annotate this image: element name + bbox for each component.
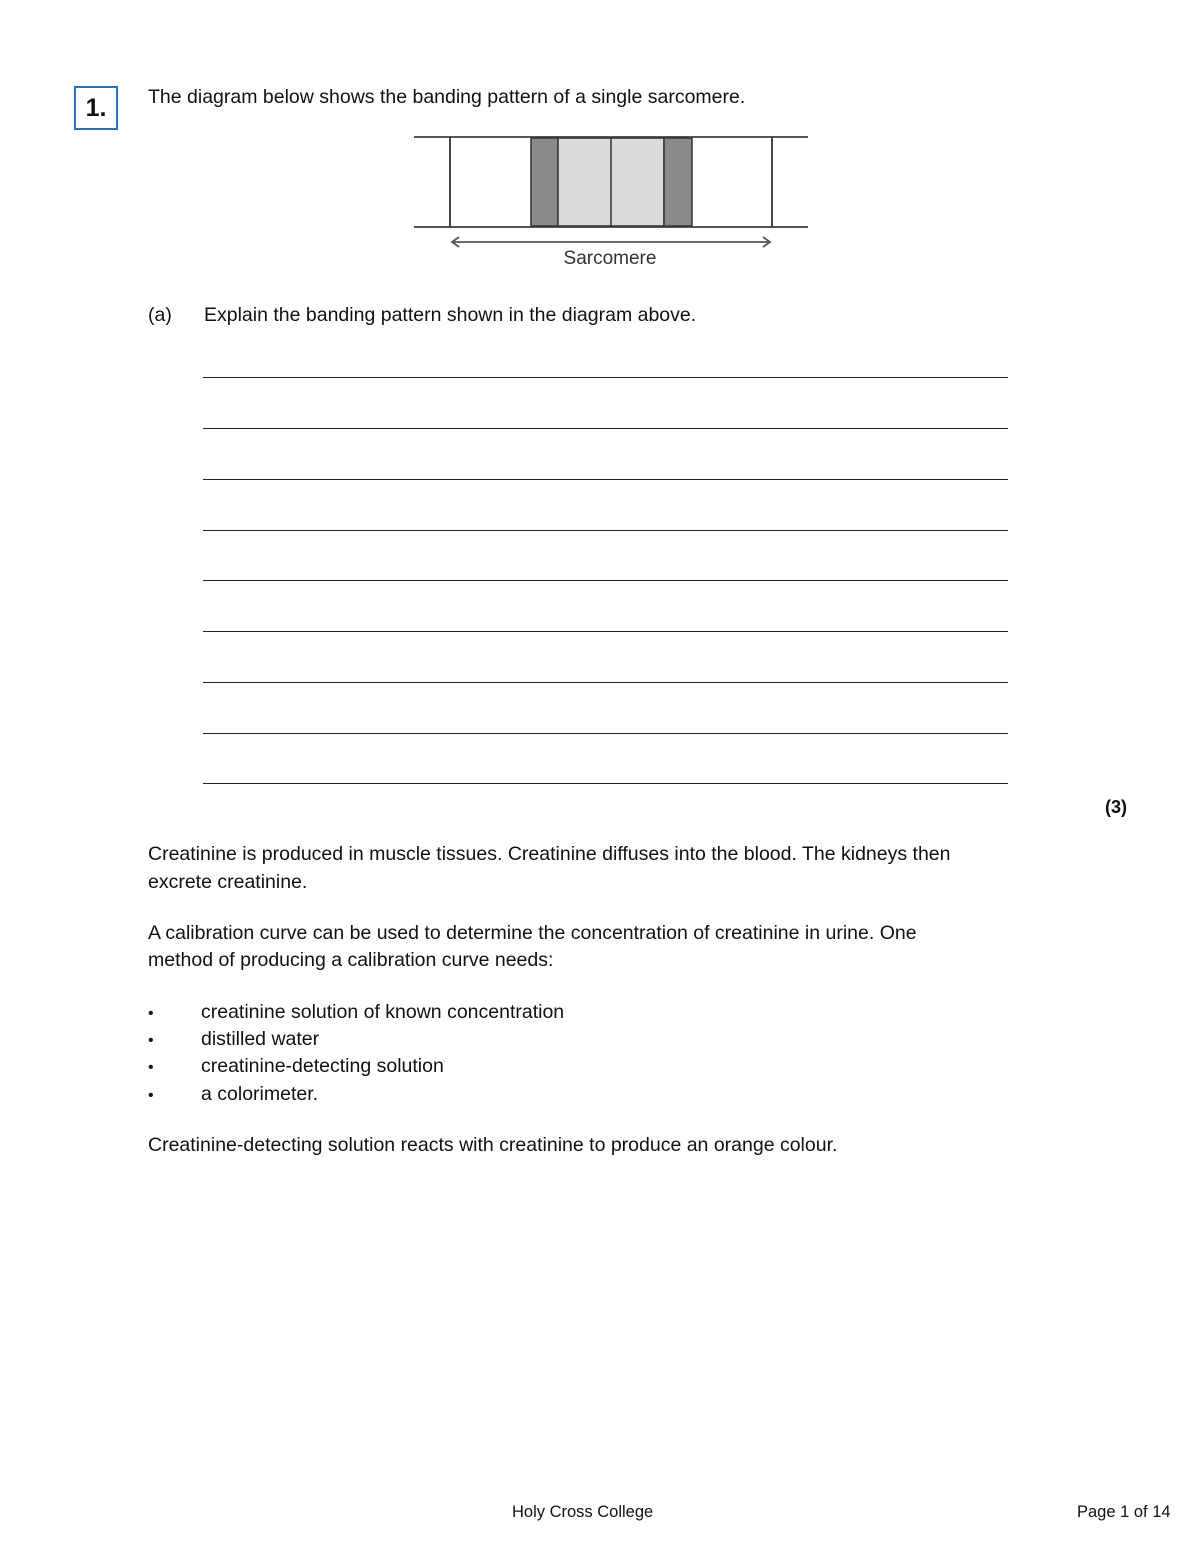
passage-paragraph-3: Creatinine-detecting solution reacts with creatinine to produce an orange colour. [148, 1134, 838, 1156]
answer-line[interactable] [203, 530, 1008, 531]
question-intro: The diagram below shows the banding pattern of a single sarcomere. [148, 86, 746, 108]
list-item: a colorimeter. [201, 1083, 319, 1105]
answer-line[interactable] [203, 580, 1008, 581]
list-item: distilled water [201, 1028, 320, 1050]
bullet-icon: • [148, 1059, 154, 1076]
answer-line[interactable] [203, 682, 1008, 683]
answer-line[interactable] [203, 783, 1008, 784]
page-number: Page 1 of 14 [1077, 1503, 1171, 1521]
bullet-icon: • [148, 1005, 154, 1022]
list-item: creatinine solution of known concentration [201, 1001, 565, 1023]
sarcomere-label: Sarcomere [563, 248, 657, 269]
sarcomere-diagram [410, 128, 812, 273]
marks-indicator: (3) [1105, 797, 1127, 817]
passage-paragraph-2-line-1: A calibration curve can be used to determine the concentration of creatinine in urine. One [148, 922, 917, 944]
answer-line[interactable] [203, 377, 1008, 378]
part-a-label: (a) [148, 304, 172, 326]
question-number-box [74, 86, 118, 130]
a-band-right-dark [664, 138, 692, 226]
footer-college-name: Holy Cross College [512, 1503, 654, 1521]
bullet-icon: • [148, 1087, 154, 1104]
list-item: creatinine-detecting solution [201, 1055, 444, 1077]
passage-paragraph-1-line-2: excrete creatinine. [148, 871, 308, 893]
answer-line[interactable] [203, 631, 1008, 632]
passage-paragraph-1-line-1: Creatinine is produced in muscle tissues. Creatinine diffuses into the blood. The kidneys then [148, 843, 951, 865]
answer-line[interactable] [203, 733, 1008, 734]
answer-line[interactable] [203, 428, 1008, 429]
passage-paragraph-2-line-2: method of producing a calibration curve needs: [148, 949, 554, 971]
bullet-icon: • [148, 1032, 154, 1049]
part-a-prompt: Explain the banding pattern shown in the diagram above. [204, 304, 697, 326]
question-number: 1. [85, 93, 107, 122]
answer-line[interactable] [203, 479, 1008, 480]
a-band-left-dark [531, 138, 558, 226]
